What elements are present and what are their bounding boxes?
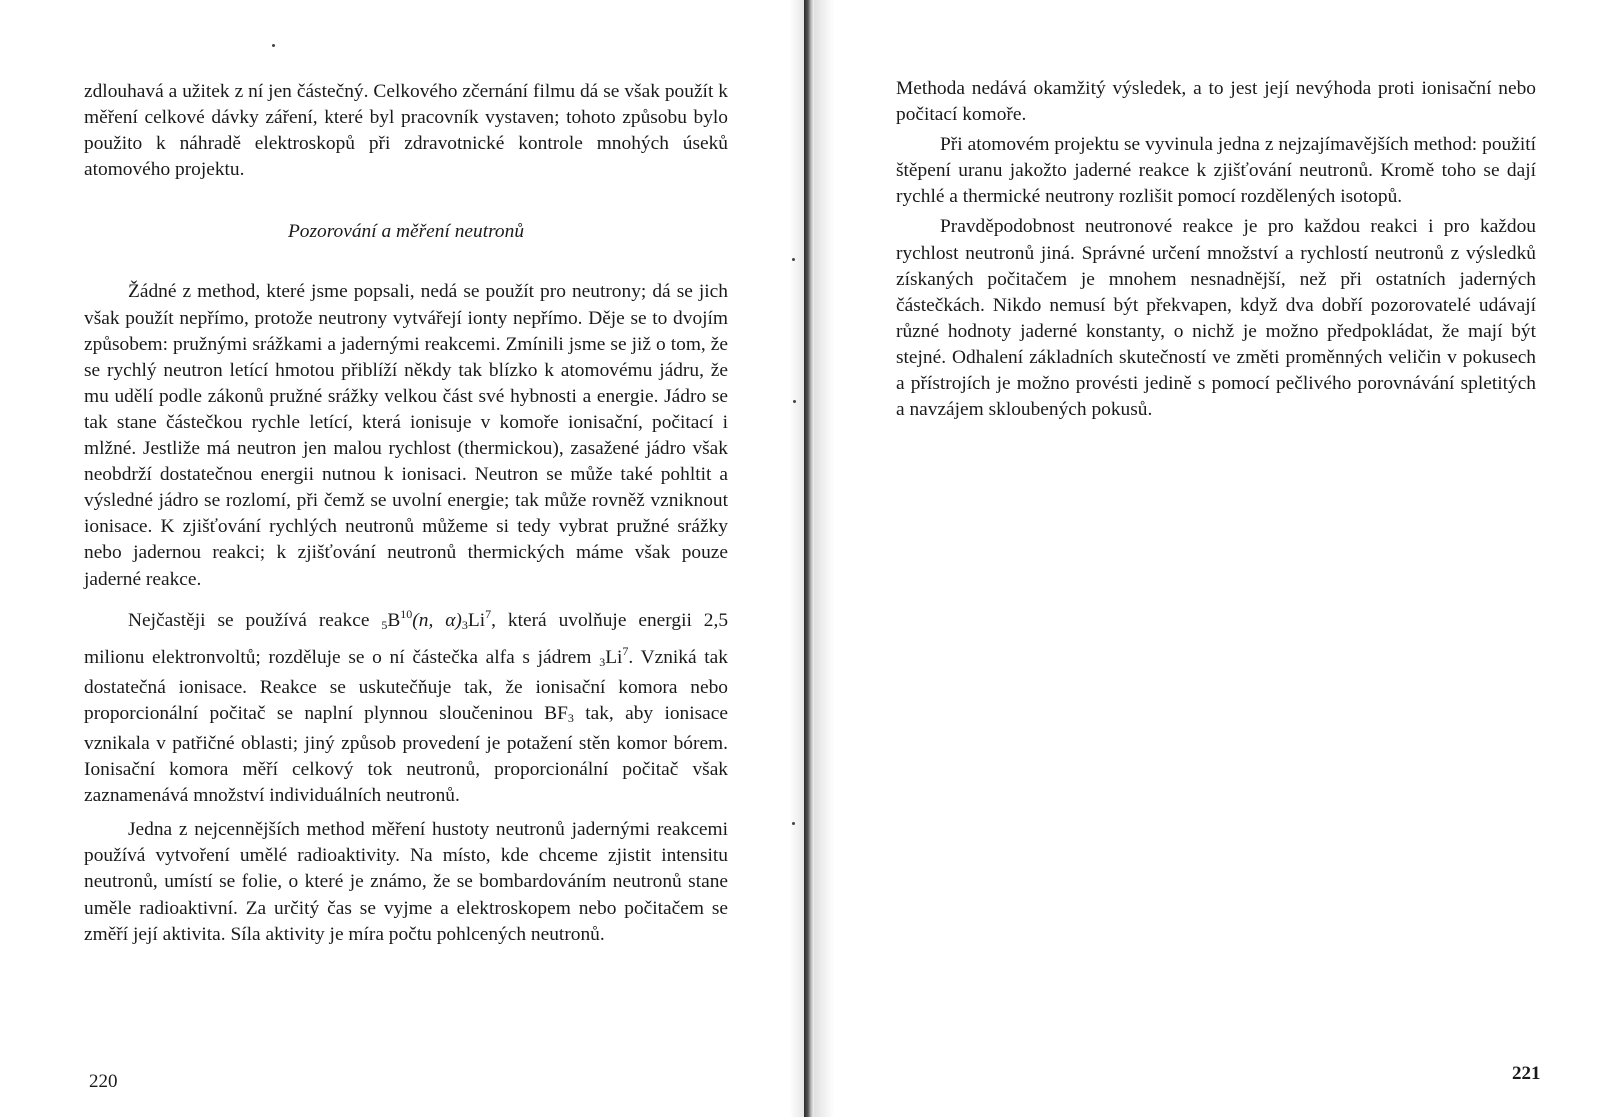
reaction-text-end: tak, aby ionisace vznikala v patřičné oblasti; jiný způsob provedení je potažení stěn komor bórem. Ionisační komora měří celkový tok neutronů, proporcionální počitač však zaznamenává množství individuálních neutronů. — [84, 702, 728, 807]
lithium-mass-number: 7 — [485, 606, 492, 621]
page-number-left: 220 — [89, 1071, 118, 1092]
jadro-symbol: Li — [605, 646, 623, 668]
lithium-atomic-number: 3 — [461, 617, 468, 632]
page-number-right: 221 — [1512, 1063, 1541, 1084]
scan-speck — [793, 400, 796, 403]
right-page-text — [896, 76, 1536, 423]
reaction-notation: (n, α) — [412, 609, 462, 631]
left-paragraph-reaction — [84, 601, 728, 810]
right-page — [800, 0, 1600, 1117]
jadro-atomic-number: 3 — [599, 654, 606, 669]
left-paragraph-2: Žádné z method, které jsme popsali, nedá se použít pro neutrony; dá se jich však použít nepřímo, protože neutrony vytvářejí ionty nepřímo. Děje se to dvojím způsobem: pružnými srážkami a jadernými reakcemi. Zmínili jsme se již o tom, že se rychlý neutron letící hmotou přiblíží někdy tak blízko k atomovému jádru, že mu udělí podle zákonů pružné srážky velkou část své hybnosti a energie. Jádro se tak stane částečkou rychle letící, která ionisuje v komoře ionisační, počitací i mlžné. Jestliže má neutron jen malou rychlost (thermickou), zasažené jádro však neobdrží dostatečnou energii nutnou k ionisaci. Neutron se může také pohltit a výsledné jádro se rozlomí, při čemž se uvolní energie; tak může rovněž vzniknout ionisace. K zjišťování rychlých neutronů můžeme si tedy vybrat pružné srážky nebo jadernou reakci; k zjišťování neutronů thermických máme však pouze jaderné reakce. — [84, 281, 728, 590]
jadro-mass-number: 7 — [622, 643, 629, 658]
right-paragraph-2: Při atomovém projektu se vyvinula jedna z nejzajímavějších method: použití štěpení uranu jakožto jaderné reakce k zjišťování neutronů. Kromě toho se dají rychlé a thermické neutrony rozlišit pomocí rozdělených isotopů. — [896, 134, 1536, 208]
right-paragraph-3: Pravděpodobnost neutronové reakce je pro každou reakci i pro každou rychlost neutronů jiná. Správné určení množství a rychlostí neutronů z výsledků získaných počitačem je mnohem nesnadnější, než při ostatních jaderných částečkách. Nikdo nemusí být překvapen, když dva dobří pozorovatelé udávají různé hodnoty jaderné konstanty, o nichž je možno předpokládat, že mají být stejné. Odhalení základních skutečností ve změti proměnných veličin v pokusech a přístrojích je možno provésti jedině s pomocí pečlivého porovnávání spletitých a navzájem skloubených pokusů. — [896, 216, 1536, 421]
lithium-symbol: Li — [467, 609, 486, 631]
reaction-text-middle-2: . Vzniká tak dostatečná ionisace. Reakce se uskutečňuje tak, že ionisační komora nebo proporcionální počitač se naplní plynnou sloučeninou BF — [84, 646, 728, 724]
reaction-text-before: Nejčastěji se používá reakce — [128, 609, 382, 631]
left-page-text — [84, 79, 728, 948]
bf3-subscript: 3 — [567, 710, 574, 725]
boron-mass-number: 10 — [400, 606, 413, 621]
boron-atomic-number: 5 — [381, 617, 388, 632]
scan-speck — [272, 44, 275, 47]
right-paragraph-1: Methoda nedává okamžitý výsledek, a to jest její nevýhoda proti ionisační nebo počitací komoře. — [896, 78, 1536, 126]
reaction-text-middle: , která uvolňuje energii 2,5 milionu elektronvoltů; rozděluje se o ní částečka alfa s jádrem — [84, 609, 729, 668]
section-heading: Pozorování a měření neutronů — [287, 221, 525, 243]
left-paragraph-1: zdlouhavá a užitek z ní jen částečný. Celkového zčernání filmu dá se však použít k měření celkové dávky záření, které byl pracovník vystaven; tohoto způsobu bylo použito k náhradě elektroskopů při zdravotnické kontrole mnohých úseků atomového projektu. — [84, 81, 728, 181]
scan-speck — [792, 822, 795, 825]
scan-speck — [792, 258, 795, 261]
boron-symbol: B — [387, 609, 401, 631]
left-paragraph-last: Jedna z nejcennějších method měření hustoty neutronů jadernými reakcemi používá vytvoření umělé radioaktivity. Na místo, kde chceme zjistit intensitu neutronů, umístí se folie, o které je známo, že se bombardováním neutronů stane uměle radioaktivní. Za určitý čas se vyjme a elektroskopem nebo počitačem se změří její aktivita. Síla aktivity je míra počtu pohlcených neutronů. — [84, 819, 728, 945]
